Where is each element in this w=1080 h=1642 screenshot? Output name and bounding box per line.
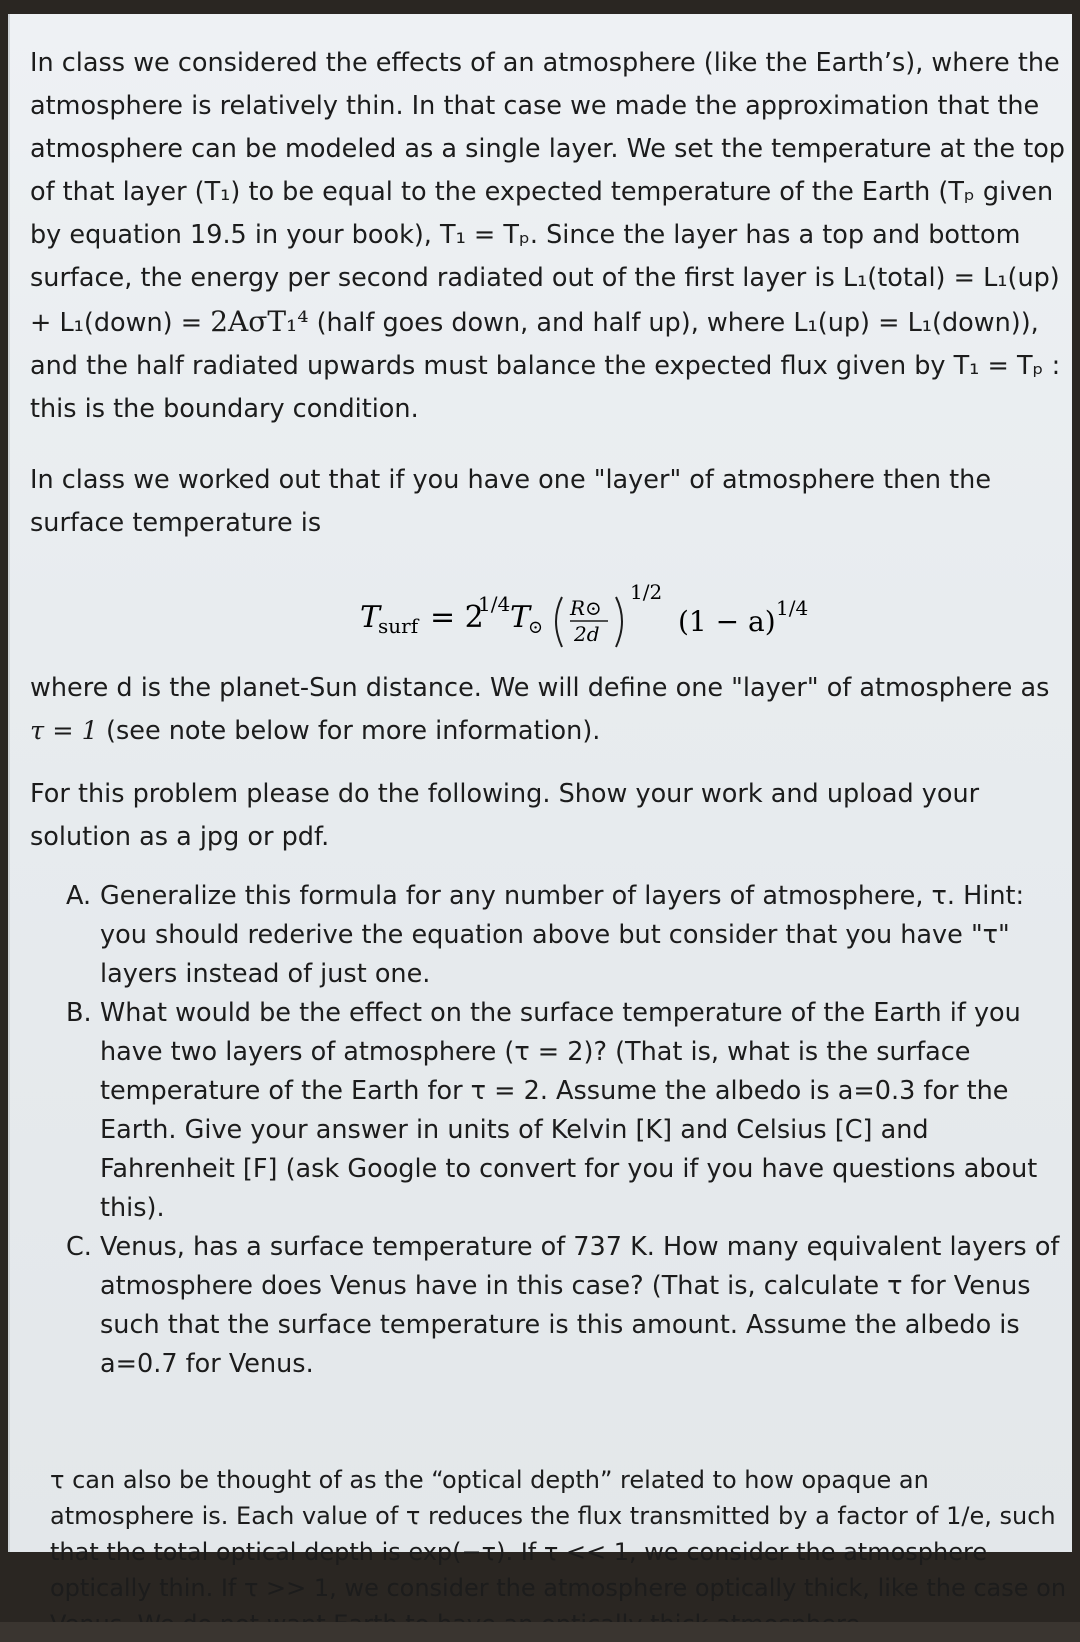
paren-right — [616, 597, 622, 647]
intro-text-end: (half goes down, and half up), where L₁(up) = L₁(down)), and the half radiated upwards must balance the expected flux given by T₁ = Tₚ : this is the boundary condition. — [30, 308, 1061, 424]
document-screen — [8, 14, 1072, 1602]
optical-depth-note: τ can also be thought of as the “optical depth” related to how opaque an atmosphere is. Each value of τ reduces the flux transmitted by a factor of 1/e, such that the total optical depth is exp(−τ). If τ << 1, we consider the atmosphere optically thin. If τ >> 1, we consider the atmosphere optically thick, like the case on — [50, 1466, 1067, 1602]
screen-bezel — [0, 1622, 1080, 1642]
paren-left — [556, 597, 562, 647]
one-layer-paragraph: In class we worked out that if you have one "layer" of atmosphere then the surface temperature is — [30, 465, 992, 538]
distance-text-end: (see note below for more information). — [97, 716, 601, 746]
instructions-paragraph: For this problem please do the following. Show your work and upload your solution as a jpg or pdf. — [30, 779, 980, 852]
task-text: Venus, has a surface temperature of 737 K. How many equivalent layers of atmosphere does Venus have in this case? (That is, calculate τ for Venus such that the surface temperature is this amount. Assume the albedo is a=0.7 for Venus. — [100, 1232, 1060, 1379]
task-label: A. — [66, 881, 92, 911]
formula-tsun: T — [510, 600, 531, 635]
formula-svg — [330, 575, 850, 657]
task-list — [30, 877, 1070, 1384]
luminosity-expression: 2AσT₁⁴ — [210, 305, 309, 338]
formula-exp2: 1/2 — [630, 580, 663, 604]
problem-text — [30, 42, 1070, 1642]
task-item — [66, 994, 1070, 1228]
task-label: B. — [66, 998, 92, 1028]
tau-one: τ = 1 — [30, 716, 98, 746]
formula-lhs-sub: surf — [378, 614, 419, 638]
frac-den: 2d — [574, 622, 600, 646]
distance-text: where d is the planet-Sun distance. We will define one "layer" of atmosphere as — [30, 673, 1050, 703]
task-label: C. — [66, 1232, 92, 1262]
frac-num: R⊙ — [570, 596, 602, 620]
intro-text: In class we considered the effects of an atmosphere (like the Earth’s), where the atmosphere is relatively thin. In that case we made the approximation that the atmosphere can be modeled as a single layer. We set the temperature at the top of that layer (T₁) to be equal to the expected temperature of the Earth (Tₚ given by equation 19.5 in your book), T₁ = Tₚ. Since the layer has a top and bottom surface, the energy per second radiated out of the first layer is L₁(total) = L₁(up) + L₁(down) = — [30, 48, 1065, 338]
formula-lhs: T — [360, 600, 381, 635]
surface-temperature-formula — [330, 575, 1070, 657]
formula-exp3: 1/4 — [776, 596, 809, 620]
distance-paragraph — [30, 667, 1070, 753]
task-text: What would be the effect on the surface temperature of the Earth if you have two layers of atmosphere (τ = 2)? (That is, what is the surface temperature of the Earth for τ = 2. Assume the albedo is a=0.3 for the Earth. Give your answer in units of Kelvin [K] and Celsius [C] and Fahrenheit [F] (ask Google to convert for you if you have questions about this). — [100, 998, 1038, 1223]
formula-sun: ⊙ — [528, 617, 544, 638]
task-text: Generalize this formula for any number of layers of atmosphere, τ. Hint: you should rederive the equation above but consider that you have "τ" layers instead of just one. — [100, 881, 1025, 989]
task-item — [66, 1228, 1070, 1384]
formula-tail: (1 − a) — [678, 605, 776, 638]
task-item — [66, 877, 1070, 994]
formula-eq: = 2 — [430, 600, 484, 635]
formula-exp1: 1/4 — [478, 592, 511, 616]
intro-paragraph — [30, 42, 1070, 431]
